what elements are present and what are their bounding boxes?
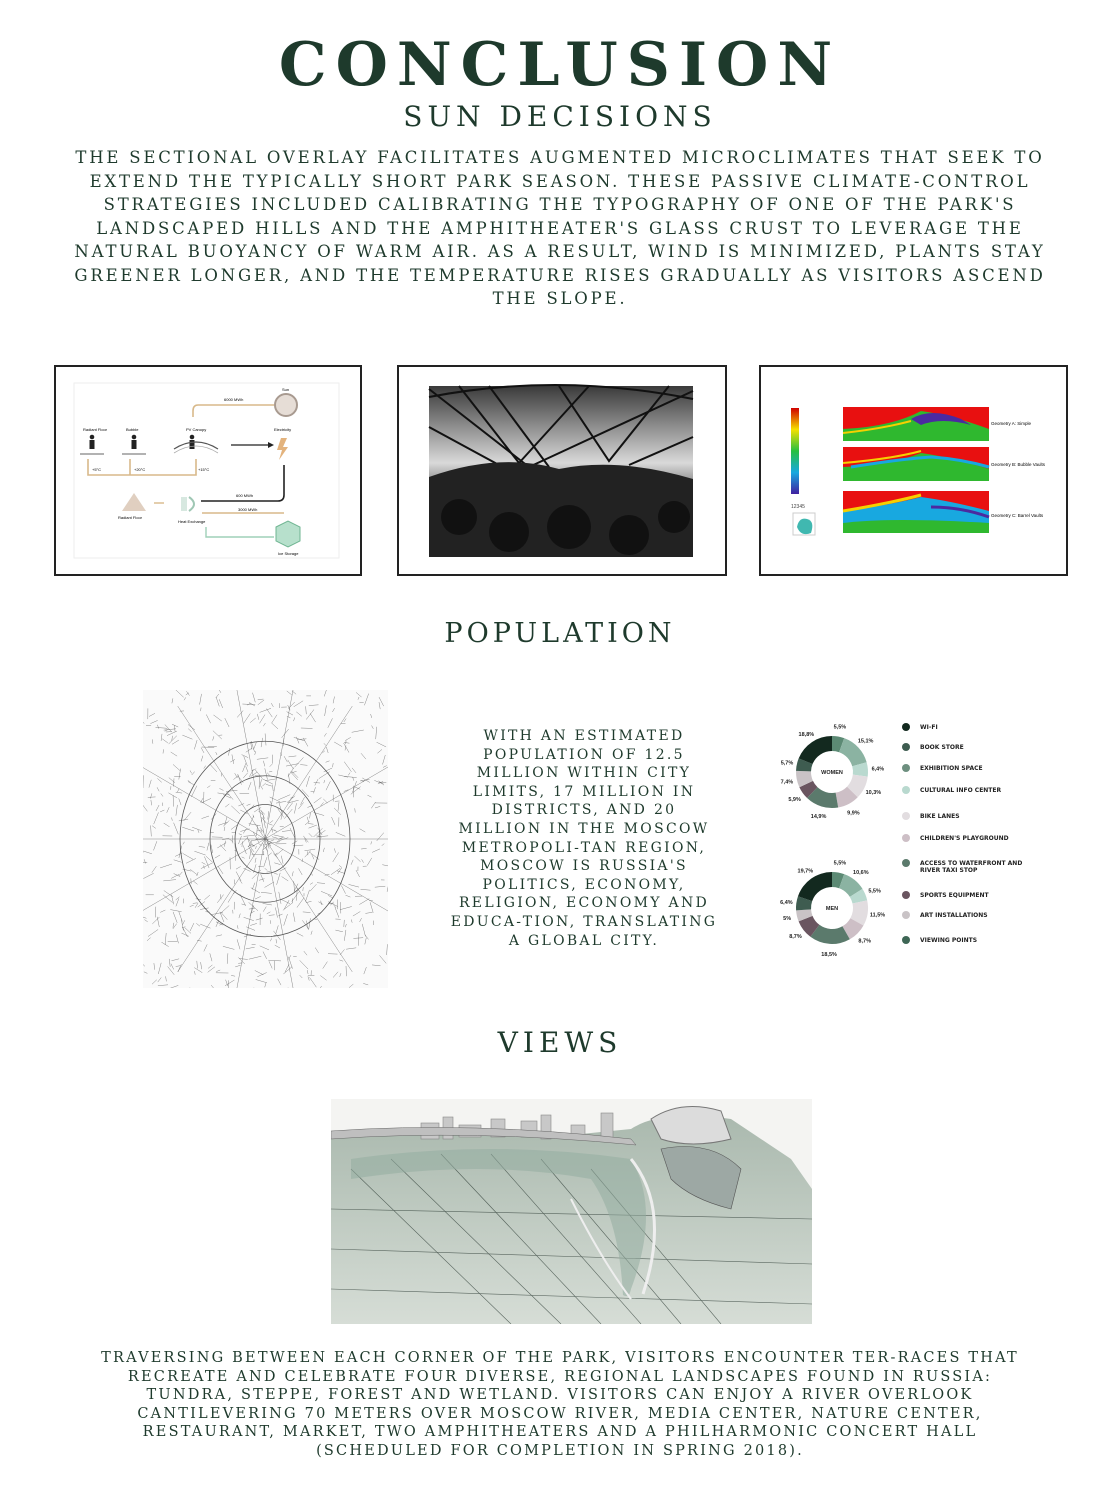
donut-slice-label: 6,4% (780, 899, 793, 906)
legend-swatch (902, 786, 910, 794)
geometry-c-label: Geometry C: Barrel Vaults (991, 513, 1044, 518)
legend-label: ART INSTALLATIONS (920, 912, 988, 919)
legend-label: BIKE LANES (920, 813, 960, 820)
legend-swatch (902, 834, 910, 842)
color-scale-bar (791, 408, 799, 494)
population-heading: POPULATION (444, 618, 676, 649)
diagram-label-energy-mid: 600 MWh (236, 493, 254, 498)
diagram-label-temp-2: +20°C (134, 467, 146, 472)
diagram-label-radiant-floor: Radiant Floor (83, 427, 108, 432)
diagram-label-temp-3: +15°C (198, 467, 210, 472)
legend-label: ACCESS TO WATERFRONT AND RIVER TAXI STOP (920, 860, 1023, 874)
legend-swatch (902, 911, 910, 919)
views-heading: VIEWS (497, 1026, 623, 1059)
donut-slice-label: 9,9% (847, 810, 860, 817)
donut-slice-label: 15,1% (857, 738, 874, 745)
geometry-b-sim (843, 447, 989, 481)
donut-slice (798, 872, 832, 901)
diagram-label-temp-1: +5°C (92, 467, 102, 472)
donut-slice-label: 5,7% (780, 760, 794, 767)
legend-item (920, 765, 1030, 772)
diagram-label-energy-low: 3000 MWh (238, 507, 258, 512)
page-title: CONCLUSION (278, 30, 842, 100)
population-paragraph: WITH AN ESTIMATED POPULATION OF 12.5 MILLION WITHIN CITY LIMITS, 17 MILLION IN DISTRICTS, AND 20 MILLION IN THE MOSCOW METROPOLI-TAN REGION, MOSCOW IS RUSSIA'S POLITICS, ECONOMY, RELIGION, ECONOMY AND EDUCA-TION, TRANSLATING A GLOBAL CITY. (450, 728, 718, 949)
donut-slice-label: 7,4% (780, 779, 794, 786)
moscow-city-map (143, 690, 388, 988)
amenities-donut-charts (770, 710, 1070, 970)
legend-item (920, 813, 1030, 820)
legend-label: EXHIBITION SPACE (920, 765, 983, 772)
park-aerial-render (331, 1099, 812, 1324)
diagram-label-radiant-floor-2: Radiant Floor (118, 515, 143, 520)
site-thumbnail (793, 513, 815, 535)
diagram-label-heat-exchange: Heat Exchange (178, 519, 206, 524)
legend-swatch (902, 859, 910, 867)
legend-swatch (902, 891, 910, 899)
views-paragraph: TRAVERSING BETWEEN EACH CORNER OF THE PARK, VISITORS ENCOUNTER TER-RACES THAT RECREATE AND CELEBRATE FOUR DIVERSE, REGIONAL LANDSCAPES FOUND IN RUSSIA: TUNDRA, STEPPE, FOREST AND WETLAND. VISITORS CAN ENJOY A RIVER OVERLOOK CANTILEVERING 70 METERS OVER MOSCOW RIVER, MEDIA CENTER, NATURE CENTER, RESTAURANT, MARKET, TWO AMPHITHEATERS AND A PHILHARMONIC CONCERT HALL (SCHEDULED FOR COMPLETION IN SPRING 2018). (101, 1350, 1019, 1459)
legend-label: VIEWING POINTS (920, 937, 978, 944)
legend-label: CHILDREN'S PLAYGROUND (920, 835, 1009, 842)
donut-slice-label: 18,5% (821, 951, 837, 958)
geometry-c-sim (843, 491, 989, 533)
donut-center-label: WOMEN (821, 770, 843, 776)
legend-item (920, 787, 1030, 794)
donut-slice-label: 5,9% (788, 796, 801, 803)
donut-slice-label: 6,4% (871, 766, 885, 773)
sun-decisions-heading: SUN DECISIONS (403, 100, 717, 133)
diagram-label-energy-top: 6000 MWh (224, 397, 244, 402)
scale-label: 12345 (791, 504, 805, 510)
geometry-simulation-panel (759, 365, 1068, 576)
legend-swatch (902, 936, 910, 944)
legend-item (920, 835, 1030, 842)
energy-flow-diagram (54, 365, 362, 576)
donut-slice-label: 5,5% (868, 888, 881, 895)
donut-slice-label: 14,9% (810, 814, 827, 821)
donut-slice (799, 736, 832, 764)
geometry-b-label: Geometry B: Bubble Vaults (991, 462, 1045, 467)
legend-swatch (902, 743, 910, 751)
donut-slice-label: 5,5% (833, 724, 847, 731)
legend-label: BOOK STORE (920, 744, 964, 751)
donut-slice-label: 8,7% (789, 933, 802, 940)
person-icon (132, 435, 137, 449)
donut-slice-label: 10,6% (853, 870, 869, 877)
amphitheater-interior-photo (397, 365, 727, 576)
donut-slice-label: 19,7% (797, 868, 814, 875)
donut-slice-label: 10,3% (865, 790, 882, 797)
legend-label: WI-FI (920, 724, 938, 731)
diagram-label-ice-storage: Ice Storage (278, 551, 299, 556)
legend-item (920, 860, 1030, 874)
donut-slice-label: 8,7% (858, 938, 871, 945)
legend-item (920, 892, 1030, 899)
diagram-label-bubble: Bubble (126, 427, 139, 432)
legend-item (920, 937, 1030, 944)
sun-icon (275, 394, 297, 416)
donut-slice-label: 5,5% (833, 860, 847, 867)
geometry-a-sim (843, 407, 989, 441)
legend-item (920, 724, 1030, 731)
diagram-label-electricity: Electricity (274, 427, 292, 432)
donut-slice-label: 5% (783, 916, 792, 923)
legend-label: CULTURAL INFO CENTER (920, 787, 1002, 794)
donut-center-label: MEN (825, 906, 839, 912)
ice-storage-icon (276, 521, 300, 547)
legend-label: SPORTS EQUIPMENT (920, 892, 989, 899)
diagram-label-pv-canopy: PV Canopy (186, 427, 207, 432)
geometry-a-label: Geometry A: Simple (991, 421, 1032, 426)
donut-slice-label: 11,5% (869, 912, 886, 919)
legend-swatch (902, 764, 910, 772)
sun-decisions-paragraph: THE SECTIONAL OVERLAY FACILITATES AUGMENTED MICROCLIMATES THAT SEEK TO EXTEND THE TYPICALLY SHORT PARK SEASON. THESE PASSIVE CLIMATE-CONTROL STRATEGIES INCLUDED CALIBRATING THE TYPOGRAPHY OF ONE OF THE PARK'S LANDSCAPED HILLS AND THE AMPHITHEATER'S GLASS CRUST TO LEVERAGE THE NATURAL BUOYANCY OF WARM AIR. AS A RESULT, WIND IS MINIMIZED, PLANTS STAY GREENER LONGER, AND THE TEMPERATURE RISES GRADUALLY AS VISITORS ASCEND THE SLOPE. (74, 148, 1046, 308)
legend-swatch (902, 812, 910, 820)
donut-slice-label: 18,8% (798, 731, 815, 738)
person-icon (90, 435, 95, 449)
diagram-label-sun: Sun (282, 387, 290, 392)
legend-item (920, 744, 1030, 751)
legend-swatch (902, 723, 910, 731)
legend-item (920, 912, 1030, 919)
